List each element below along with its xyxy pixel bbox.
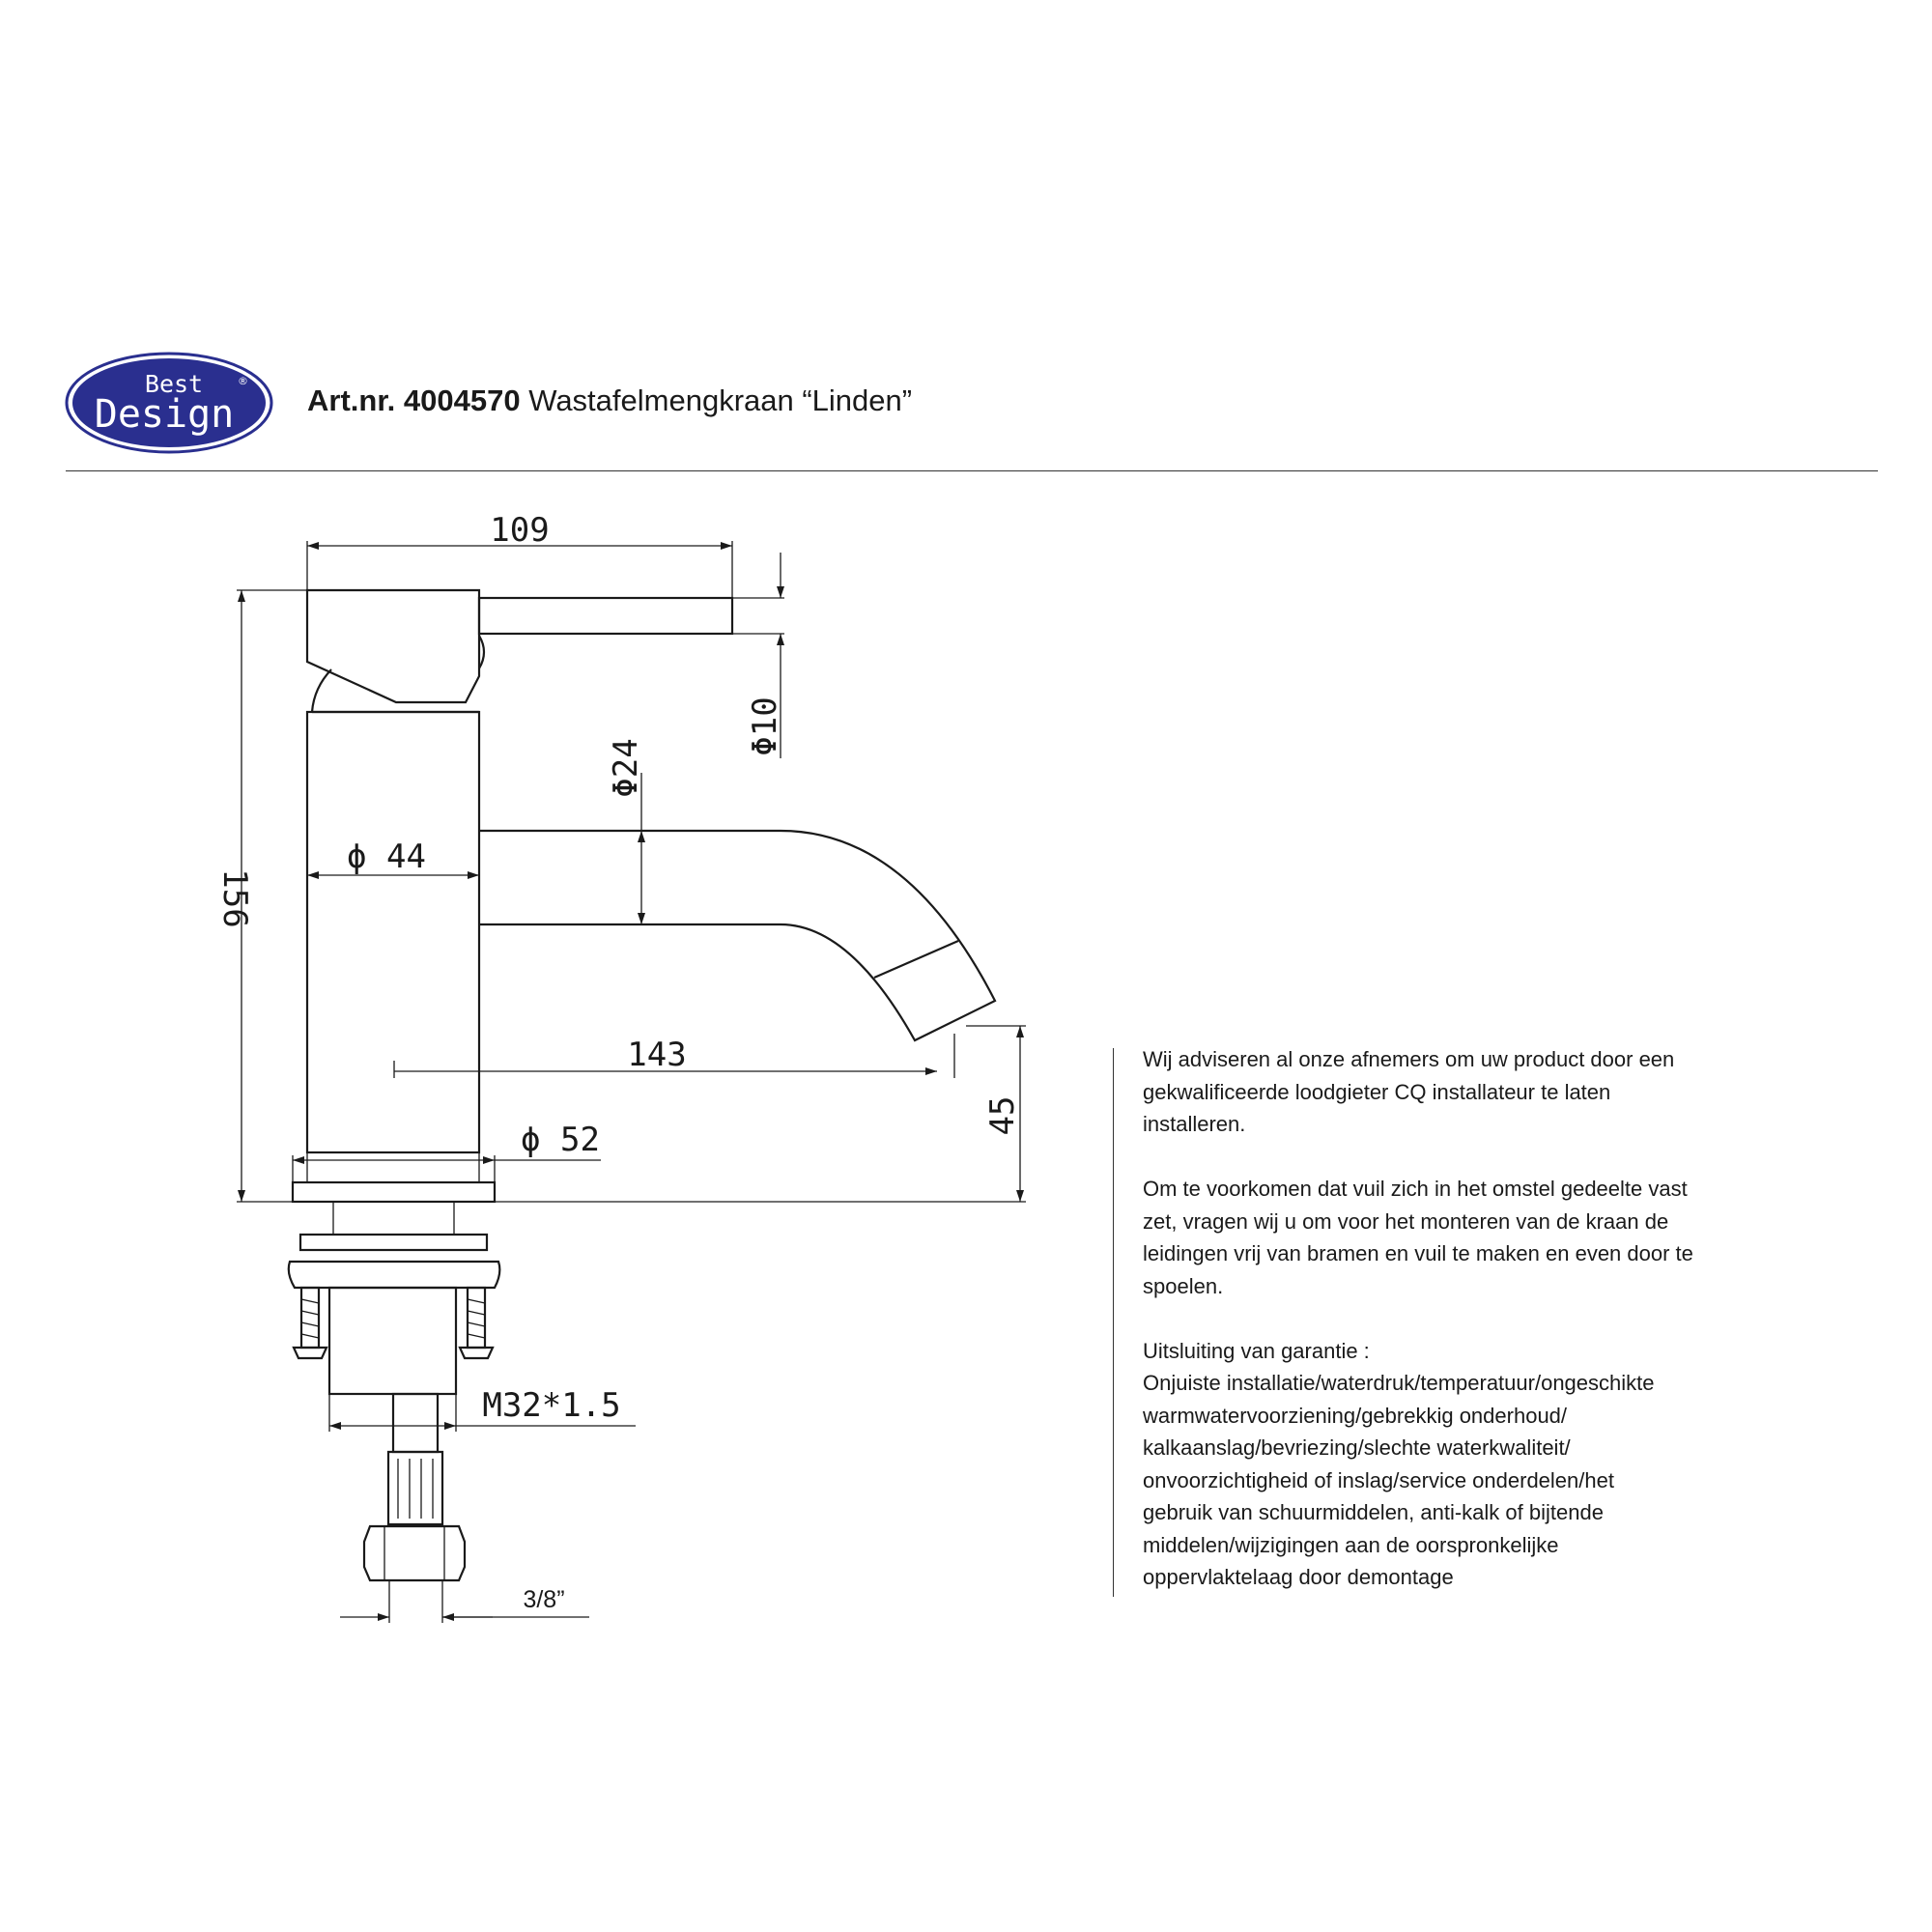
threaded-shank xyxy=(329,1288,456,1394)
mounting-plate xyxy=(289,1262,500,1288)
aerator-line xyxy=(874,941,958,978)
article-number: Art.nr. 4004570 xyxy=(307,384,521,417)
notes-paragraph-warranty: Uitsluiting van garantie : Onjuiste installatie/waterdruk/temperatuur/ongeschikte warmwatervoorziening/gebrekkig onderhoud/ kalkaanslag/bevriezing/slechte waterkwaliteit/ onvoorzichtigheid of inslag/service onderdelen/het gebruik van schuurmiddelen, anti-kalk of bijtende middelen/wijzigingen aan de oorspronkelijke oppervlaktelaag door demontage xyxy=(1143,1338,1655,1589)
logo-text-design: Design xyxy=(94,392,235,437)
notes-divider xyxy=(1113,1048,1114,1597)
lever xyxy=(479,598,732,634)
dim-total-height: 156 xyxy=(215,868,254,928)
dim-body-diameter: ϕ 44 xyxy=(347,838,426,876)
dim-lever-diameter: Φ10 xyxy=(746,696,784,756)
notes-paragraph-advice: Wij adviseren al onze afnemers om uw product door een gekwalificeerde loodgieter CQ installateur te laten installeren. xyxy=(1143,1047,1675,1136)
base-ring xyxy=(293,1182,495,1202)
mounting-bolt-right xyxy=(460,1288,493,1358)
handle-block xyxy=(307,590,479,702)
installation-notes xyxy=(1143,1043,1771,1626)
hex-nut xyxy=(364,1526,465,1580)
dim-hose-connection: 3/8” xyxy=(523,1586,565,1613)
notes-paragraph-cleaning: Om te voorkomen dat vuil zich in het omstel gedeelte vast zet, vragen wij u om voor het monteren van de kraan de leidingen vrij van bramen en vuil te maken en even door te spoelen. xyxy=(1143,1177,1693,1298)
dim-handle-width: 109 xyxy=(490,511,550,550)
logo-registered-mark: ® xyxy=(238,375,248,387)
washer xyxy=(300,1235,487,1250)
dim-spout-reach: 143 xyxy=(627,1036,687,1074)
dim-thread-size: M32*1.5 xyxy=(482,1386,621,1425)
dim-spout-diameter: Φ24 xyxy=(607,738,645,798)
dim-spout-height: 45 xyxy=(983,1095,1022,1136)
spout xyxy=(479,831,995,1040)
mounting-bolt-left xyxy=(294,1288,327,1358)
logo-text-best: Best xyxy=(144,370,204,398)
handle-neck xyxy=(312,669,331,712)
product-name: Wastafelmengkraan “Linden” xyxy=(520,384,913,417)
dim-base-diameter: ϕ 52 xyxy=(521,1121,600,1159)
hose-braid xyxy=(388,1452,442,1524)
hose-tube xyxy=(393,1394,438,1452)
main-body xyxy=(307,712,479,1152)
dimension-lines xyxy=(237,541,1026,1623)
